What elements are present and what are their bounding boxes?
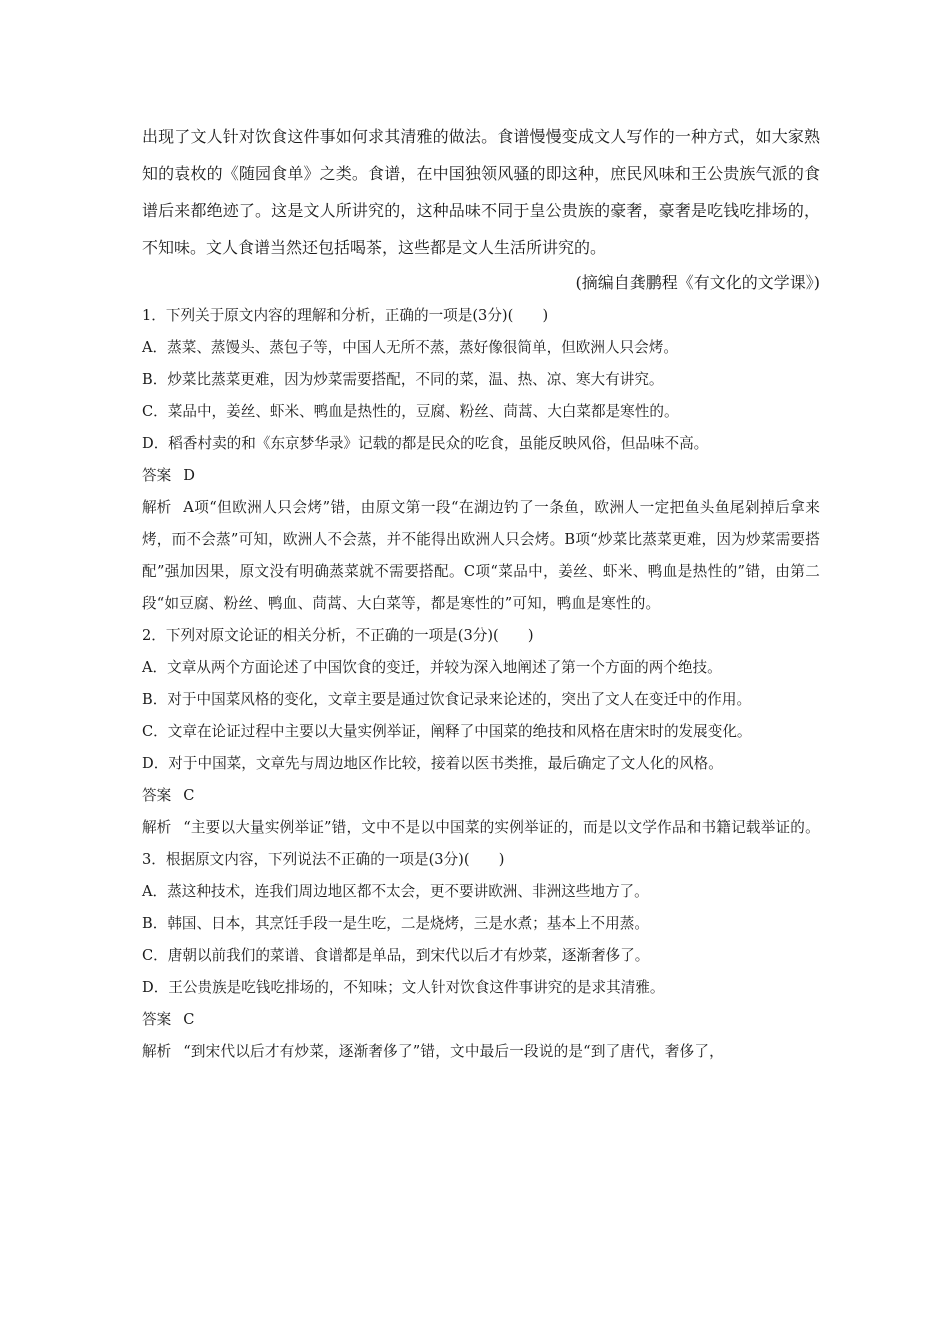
option-b: B．炒菜比蒸菜更难，因为炒菜需要搭配，不同的菜，温、热、凉、寒大有讲究。 — [142, 371, 664, 388]
analysis-text: “到宋代以后才有炒菜，逐渐奢侈了”错，文中最后一段说的是“到了唐代，奢侈了， — [183, 1043, 724, 1060]
answer-label: 答案 — [142, 787, 172, 804]
analysis-label: 解析 — [142, 499, 172, 516]
analysis-text: A项“但欧洲人只会烤”错，由原文第一段“在湖边钓了一条鱼，欧洲人一定把鱼头鱼尾剁掉后拿来烤，而不会蒸”可知，欧洲人不会蒸，并不能得出欧洲人只会烤。B项“炒菜比蒸菜更难，因为炒菜需要搭配”强加因果，原文没有明确蒸菜就不需要搭配。C项“菜品中，姜丝、虾米、鸭血是热性的”错，由第二段“如豆腐、粉丝、鸭血、茼蒿、大白菜等，都是寒性的”可知，鸭血是寒性的。 — [142, 499, 820, 612]
analysis-label: 解析 — [142, 819, 172, 836]
option-a: A．蒸这种技术，连我们周边地区都不太会，更不要讲欧洲、非洲这些地方了。 — [142, 883, 649, 900]
option-b: B．对于中国菜风格的变化，文章主要是通过饮食记录来论述的，突出了文人在变迁中的作用。 — [142, 691, 752, 708]
passage-paragraph: 出现了文人针对饮食这件事如何求其清雅的做法。食谱慢慢变成文人写作的一种方式，如大家熟知的袁枚的《随园食单》之类。食谱，在中国独领风骚的即这种，庶民风味和王公贵族气派的食谱后来都绝迹了。这是文人所讲究的，这种品味不同于皇公贵族的豪奢，豪奢是吃钱吃排场的，不知味。文人食谱当然还包括喝茶，这些都是文人生活所讲究的。 — [142, 127, 820, 257]
question-3 — [142, 844, 820, 1068]
option-d: D．对于中国菜，文章先与周边地区作比较，接着以医书类推，最后确定了文人化的风格。 — [142, 755, 723, 772]
document-page — [142, 118, 820, 1068]
option-b: B．韩国、日本，其烹饪手段一是生吃，二是烧烤，三是水煮；基本上不用蒸。 — [142, 915, 649, 932]
analysis-block — [142, 492, 820, 620]
option-a: A．文章从两个方面论述了中国饮食的变迁，并较为深入地阐述了第一个方面的两个绝技。 — [142, 659, 722, 676]
option-c: C．文章在论证过程中主要以大量实例举证，阐释了中国菜的绝技和风格在唐宋时的发展变化。 — [142, 723, 752, 740]
analysis-label: 解析 — [142, 1043, 172, 1060]
question-stem: 3．根据原文内容，下列说法不正确的一项是(3分)( ) — [142, 851, 505, 868]
analysis-block — [142, 1036, 820, 1068]
option-d: D．稻香村卖的和《东京梦华录》记载的都是民众的吃食，虽能反映风俗，但品味不高。 — [142, 435, 709, 452]
question-stem: 1．下列关于原文内容的理解和分析，正确的一项是(3分)( ) — [142, 307, 549, 324]
option-c: C．唐朝以前我们的菜谱、食谱都是单品，到宋代以后才有炒菜，逐渐奢侈了。 — [142, 947, 650, 964]
option-a: A．蒸菜、蒸馒头、蒸包子等，中国人无所不蒸，蒸好像很简单，但欧洲人只会烤。 — [142, 339, 678, 356]
answer-line — [142, 460, 820, 492]
answer-label: 答案 — [142, 467, 172, 484]
option-c: C．菜品中，姜丝、虾米、鸭血是热性的，豆腐、粉丝、茼蒿、大白菜都是寒性的。 — [142, 403, 679, 420]
option-d: D．王公贵族是吃钱吃排场的，不知味；文人针对饮食这件事讲究的是求其清雅。 — [142, 979, 665, 996]
answer-value: D — [183, 467, 195, 484]
analysis-text: “主要以大量实例举证”错，文中不是以中国菜的实例举证的，而是以文学作品和书籍记载举证的。 — [183, 819, 820, 836]
question-1 — [142, 300, 820, 620]
answer-line — [142, 780, 820, 812]
answer-value: C — [183, 1011, 195, 1028]
answer-line — [142, 1004, 820, 1036]
analysis-block — [142, 812, 820, 844]
question-stem: 2．下列对原文论证的相关分析，不正确的一项是(3分)( ) — [142, 627, 534, 644]
answer-label: 答案 — [142, 1011, 172, 1028]
question-2 — [142, 620, 820, 844]
answer-value: C — [183, 787, 195, 804]
passage-source: (摘编自龚鹏程《有文化的文学课》) — [575, 273, 820, 292]
